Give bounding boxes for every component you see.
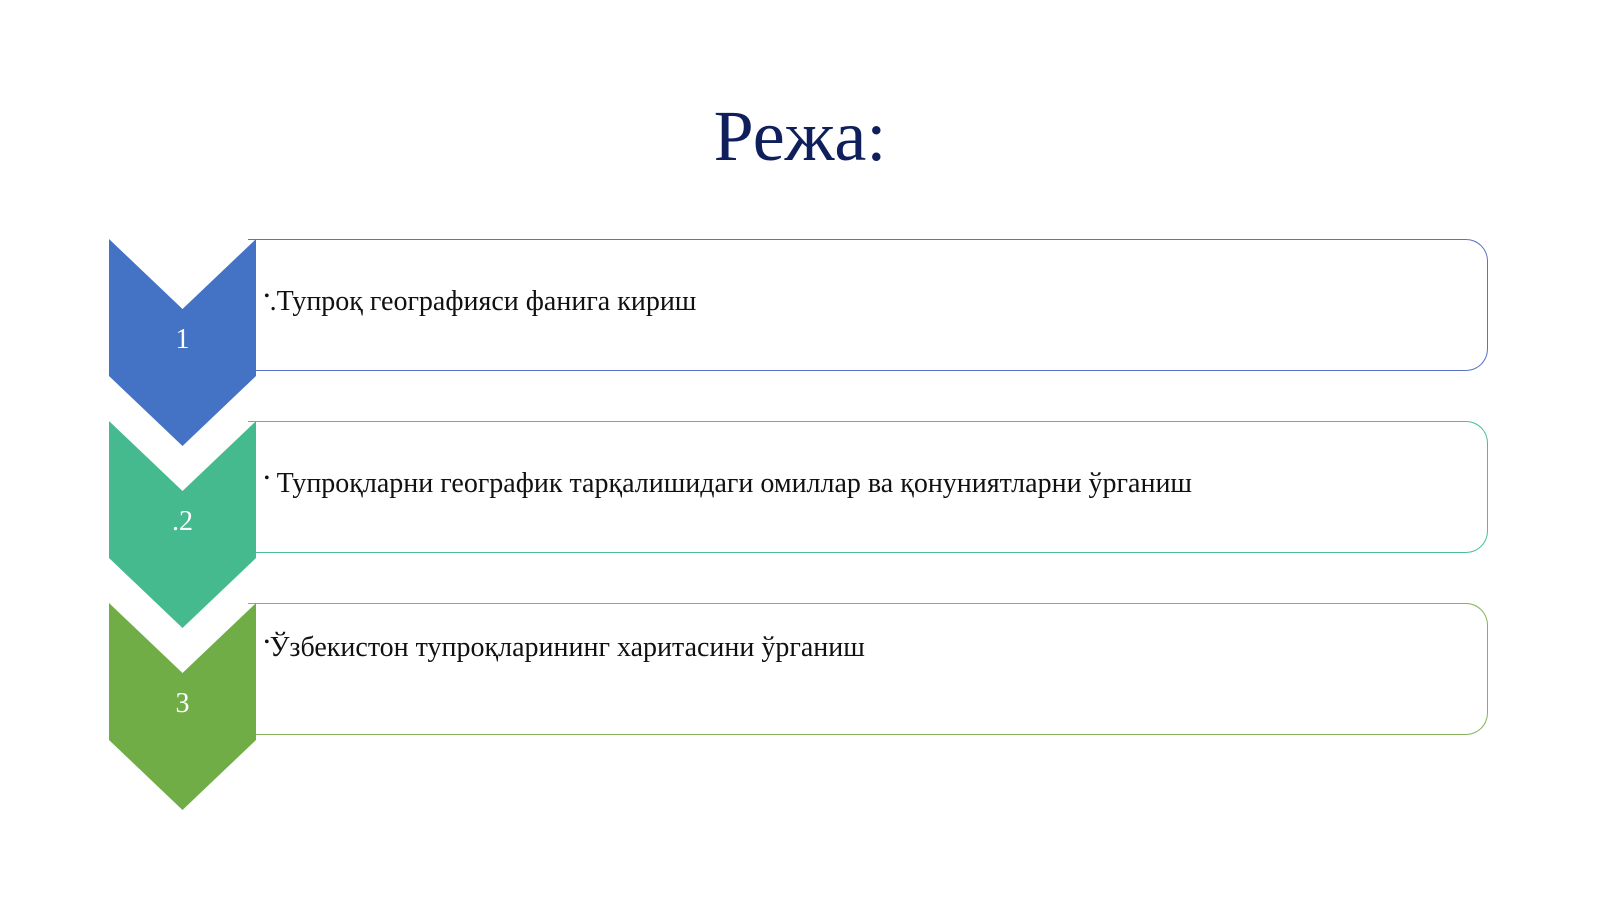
list-item-box-3 (248, 603, 1488, 735)
bullet-icon: • (264, 470, 270, 487)
slide-title: Режа: (713, 96, 887, 176)
list-item-box-1 (248, 239, 1488, 371)
bullet-icon: • (264, 634, 270, 651)
step-number-3: 3 (175, 688, 190, 719)
list-item-label-1: .Тупроқ географияси фанига кириш (269, 286, 697, 317)
list-item-box-2 (248, 421, 1488, 553)
list-item-label-2: Тупроқларни географик тарқалишидаги омиллар ва қонуниятларни ўрганиш (269, 468, 1192, 499)
list-item-text-3 (264, 632, 865, 664)
step-number-2: .2 (172, 506, 193, 537)
list-item-label-3: Ўзбекистон тупроқларининг харитасини ўрганиш (269, 632, 865, 663)
list-item-text-1 (264, 286, 696, 318)
list-item-text-2 (264, 468, 1192, 500)
bullet-icon: • (264, 288, 270, 305)
step-number-1: 1 (175, 324, 190, 355)
